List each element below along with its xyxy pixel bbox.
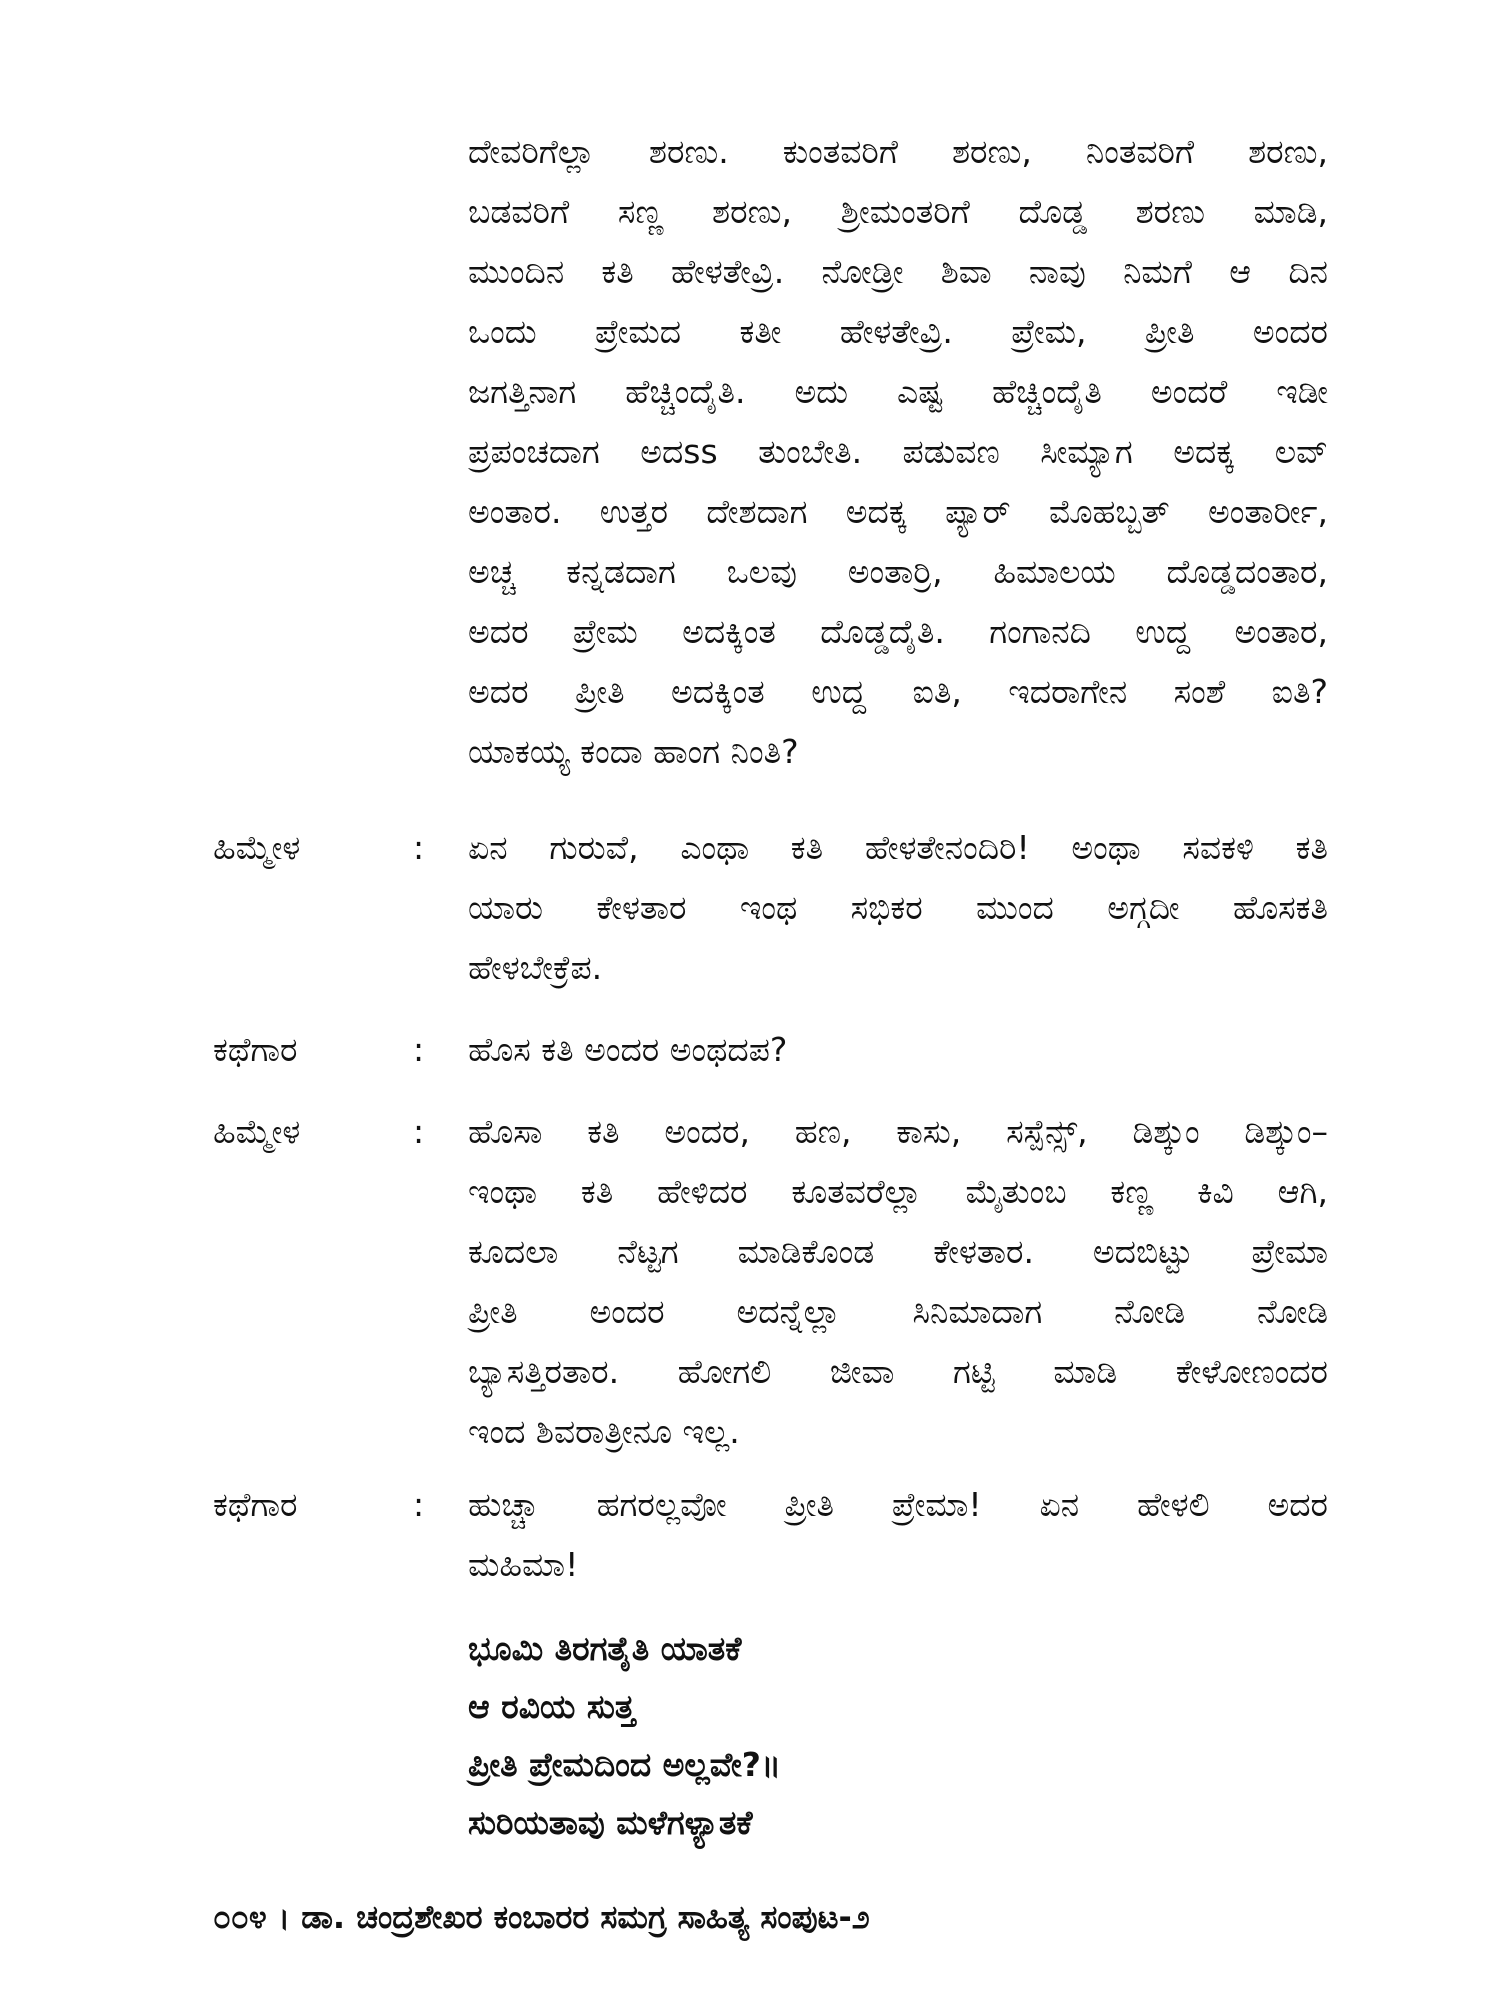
text-line: ಅಂತಾರ. ಉತ್ತರ ದೇಶದಾಗ ಅದಕ್ಕ ಪ್ಯಾರ್ ಮೊಹಬ್ಬತ್ ಅಂತಾರ್ರೀ, — [468, 492, 1328, 531]
speaker-name: ಹಿಮ್ಮೇಳ — [213, 828, 301, 867]
text-line: ಕೂದಲಾ ನೆಟ್ಟಗ ಮಾಡಿಕೊಂಡ ಕೇಳತಾರ. ಅದಬಿಟ್ಟು ಪ್ರೇಮಾ — [468, 1232, 1328, 1271]
verse-block — [468, 1620, 1328, 1852]
text-line: ಯಾರು ಕೇಳತಾರ ಇಂಥ ಸಭಿಕರ ಮುಂದ ಅಗ್ಗದೀ ಹೊಸಕತಿ — [468, 888, 1328, 927]
text-line: ಅಚ್ಚ ಕನ್ನಡದಾಗ ಒಲವು ಅಂತಾರ್ರಿ, ಹಿಮಾಲಯ ದೊಡ್ಡದಂತಾರ, — [468, 552, 1328, 591]
text-line: ಮುಂದಿನ ಕತಿ ಹೇಳತೇವ್ರಿ. ನೋಡ್ರೀ ಶಿವಾ ನಾವು ನಿಮಗೆ ಆ ದಿನ — [468, 252, 1328, 291]
verse-line: ಭೂಮಿ ತಿರಗತೈತಿ ಯಾತಕೆ — [468, 1629, 742, 1668]
text-line: ಒಂದು ಪ್ರೇಮದ ಕತೀ ಹೇಳತೇವ್ರಿ. ಪ್ರೇಮ, ಪ್ರೀತಿ ಅಂದರ — [468, 312, 1328, 351]
verse-line: ಸುರಿಯತಾವು ಮಳೆಗಳ್ಯಾತಕೆ — [468, 1803, 753, 1842]
intro-paragraph — [468, 122, 1328, 782]
speaker-name: ಕಥೆಗಾರ — [213, 1485, 298, 1524]
speaker-colon: : — [413, 828, 425, 867]
text-line: ಯಾಕಯ್ಯ ಕಂದಾ ಹಾಂಗ ನಿಂತಿ? — [468, 732, 799, 771]
dialogue-text — [468, 818, 1328, 998]
speaker-name: ಕಥೆಗಾರ — [213, 1030, 298, 1069]
text-line: ಬಡವರಿಗೆ ಸಣ್ಣ ಶರಣು, ಶ್ರೀಮಂತರಿಗೆ ದೊಡ್ಡ ಶರಣು ಮಾಡಿ, — [468, 192, 1328, 231]
text-line: ಹೊಸ ಕತಿ ಅಂದರ ಅಂಥದಪ? — [468, 1030, 788, 1069]
text-line: ದೇವರಿಗೆಲ್ಲಾ ಶರಣು. ಕುಂತವರಿಗೆ ಶರಣು, ನಿಂತವರಿಗೆ ಶರಣು, — [468, 132, 1328, 171]
page-footer: ೦೦೪ । ಡಾ. ಚಂದ್ರಶೇಖರ ಕಂಬಾರರ ಸಮಗ್ರ ಸಾಹಿತ್ಯ ಸಂಪುಟ-೨ — [213, 1898, 870, 1936]
speaker-colon: : — [413, 1030, 425, 1069]
text-line: ಪ್ರಪಂಚದಾಗ ಅದss ತುಂಬೇತಿ. ಪಡುವಣ ಸೀಮ್ಯಾಗ ಅದಕ್ಕ ಲವ್ — [468, 432, 1328, 471]
text-line: ಹೇಳಬೇಕ್ರೆಪ. — [468, 948, 603, 987]
verse-line: ಪ್ರೀತಿ ಪ್ರೇಮದಿಂದ ಅಲ್ಲವೇ?॥ — [468, 1745, 781, 1784]
text-line: ಏನ ಗುರುವೆ, ಎಂಥಾ ಕತಿ ಹೇಳತೇನಂದಿರಿ! ಅಂಥಾ ಸವಕಳಿ ಕತಿ — [468, 828, 1328, 867]
dialogue-text — [468, 1020, 1328, 1080]
text-line: ಜಗತ್ತಿನಾಗ ಹೆಚ್ಚಿಂದೈತಿ. ಅದು ಎಷ್ಟ ಹೆಚ್ಚಿಂದೈತಿ ಅಂದರೆ ಇಡೀ — [468, 372, 1328, 411]
speaker-name: ಹಿಮ್ಮೇಳ — [213, 1112, 301, 1151]
text-line: ಪ್ರೀತಿ ಅಂದರ ಅದನ್ನೆಲ್ಲಾ ಸಿನಿಮಾದಾಗ ನೋಡಿ ನೋಡಿ — [468, 1292, 1328, 1331]
text-line: ಹೊಸಾ ಕತಿ ಅಂದರ, ಹಣ, ಕಾಸು, ಸಸ್ಪೆನ್ಸ್, ಡಿಶ್ಕುಂ ಡಿಶ್ಕುಂ– — [468, 1112, 1328, 1151]
text-line: ಅದರ ಪ್ರೇಮ ಅದಕ್ಕಿಂತ ದೊಡ್ಡದೈತಿ. ಗಂಗಾನದಿ ಉದ್ದ ಅಂತಾರ, — [468, 612, 1328, 651]
text-line: ಬ್ಯಾಸತ್ತಿರತಾರ. ಹೋಗಲಿ ಜೀವಾ ಗಟ್ಟಿ ಮಾಡಿ ಕೇಳೋಣಂದರ — [468, 1352, 1328, 1391]
speaker-colon: : — [413, 1485, 425, 1524]
dialogue-text — [468, 1475, 1328, 1595]
text-line: ಹುಚ್ಚಾ ಹಗರಲ್ಲವೋ ಪ್ರೀತಿ ಪ್ರೇಮಾ! ಏನ ಹೇಳಲಿ ಅದರ — [468, 1485, 1328, 1524]
text-line: ಇಂದ ಶಿವರಾತ್ರೀನೂ ಇಲ್ಲ. — [468, 1412, 740, 1451]
verse-line: ಆ ರವಿಯ ಸುತ್ತ — [468, 1687, 636, 1726]
text-line: ಮಹಿಮಾ! — [468, 1545, 579, 1584]
text-line: ಇಂಥಾ ಕತಿ ಹೇಳಿದರ ಕೂತವರೆಲ್ಲಾ ಮೈತುಂಬ ಕಣ್ಣ ಕಿವಿ ಆಗಿ, — [468, 1172, 1328, 1211]
text-line: ಅದರ ಪ್ರೀತಿ ಅದಕ್ಕಿಂತ ಉದ್ದ ಐತಿ, ಇದರಾಗೇನ ಸಂಶೆ ಐತಿ? — [468, 672, 1328, 711]
dialogue-text — [468, 1102, 1328, 1462]
speaker-colon: : — [413, 1112, 425, 1151]
